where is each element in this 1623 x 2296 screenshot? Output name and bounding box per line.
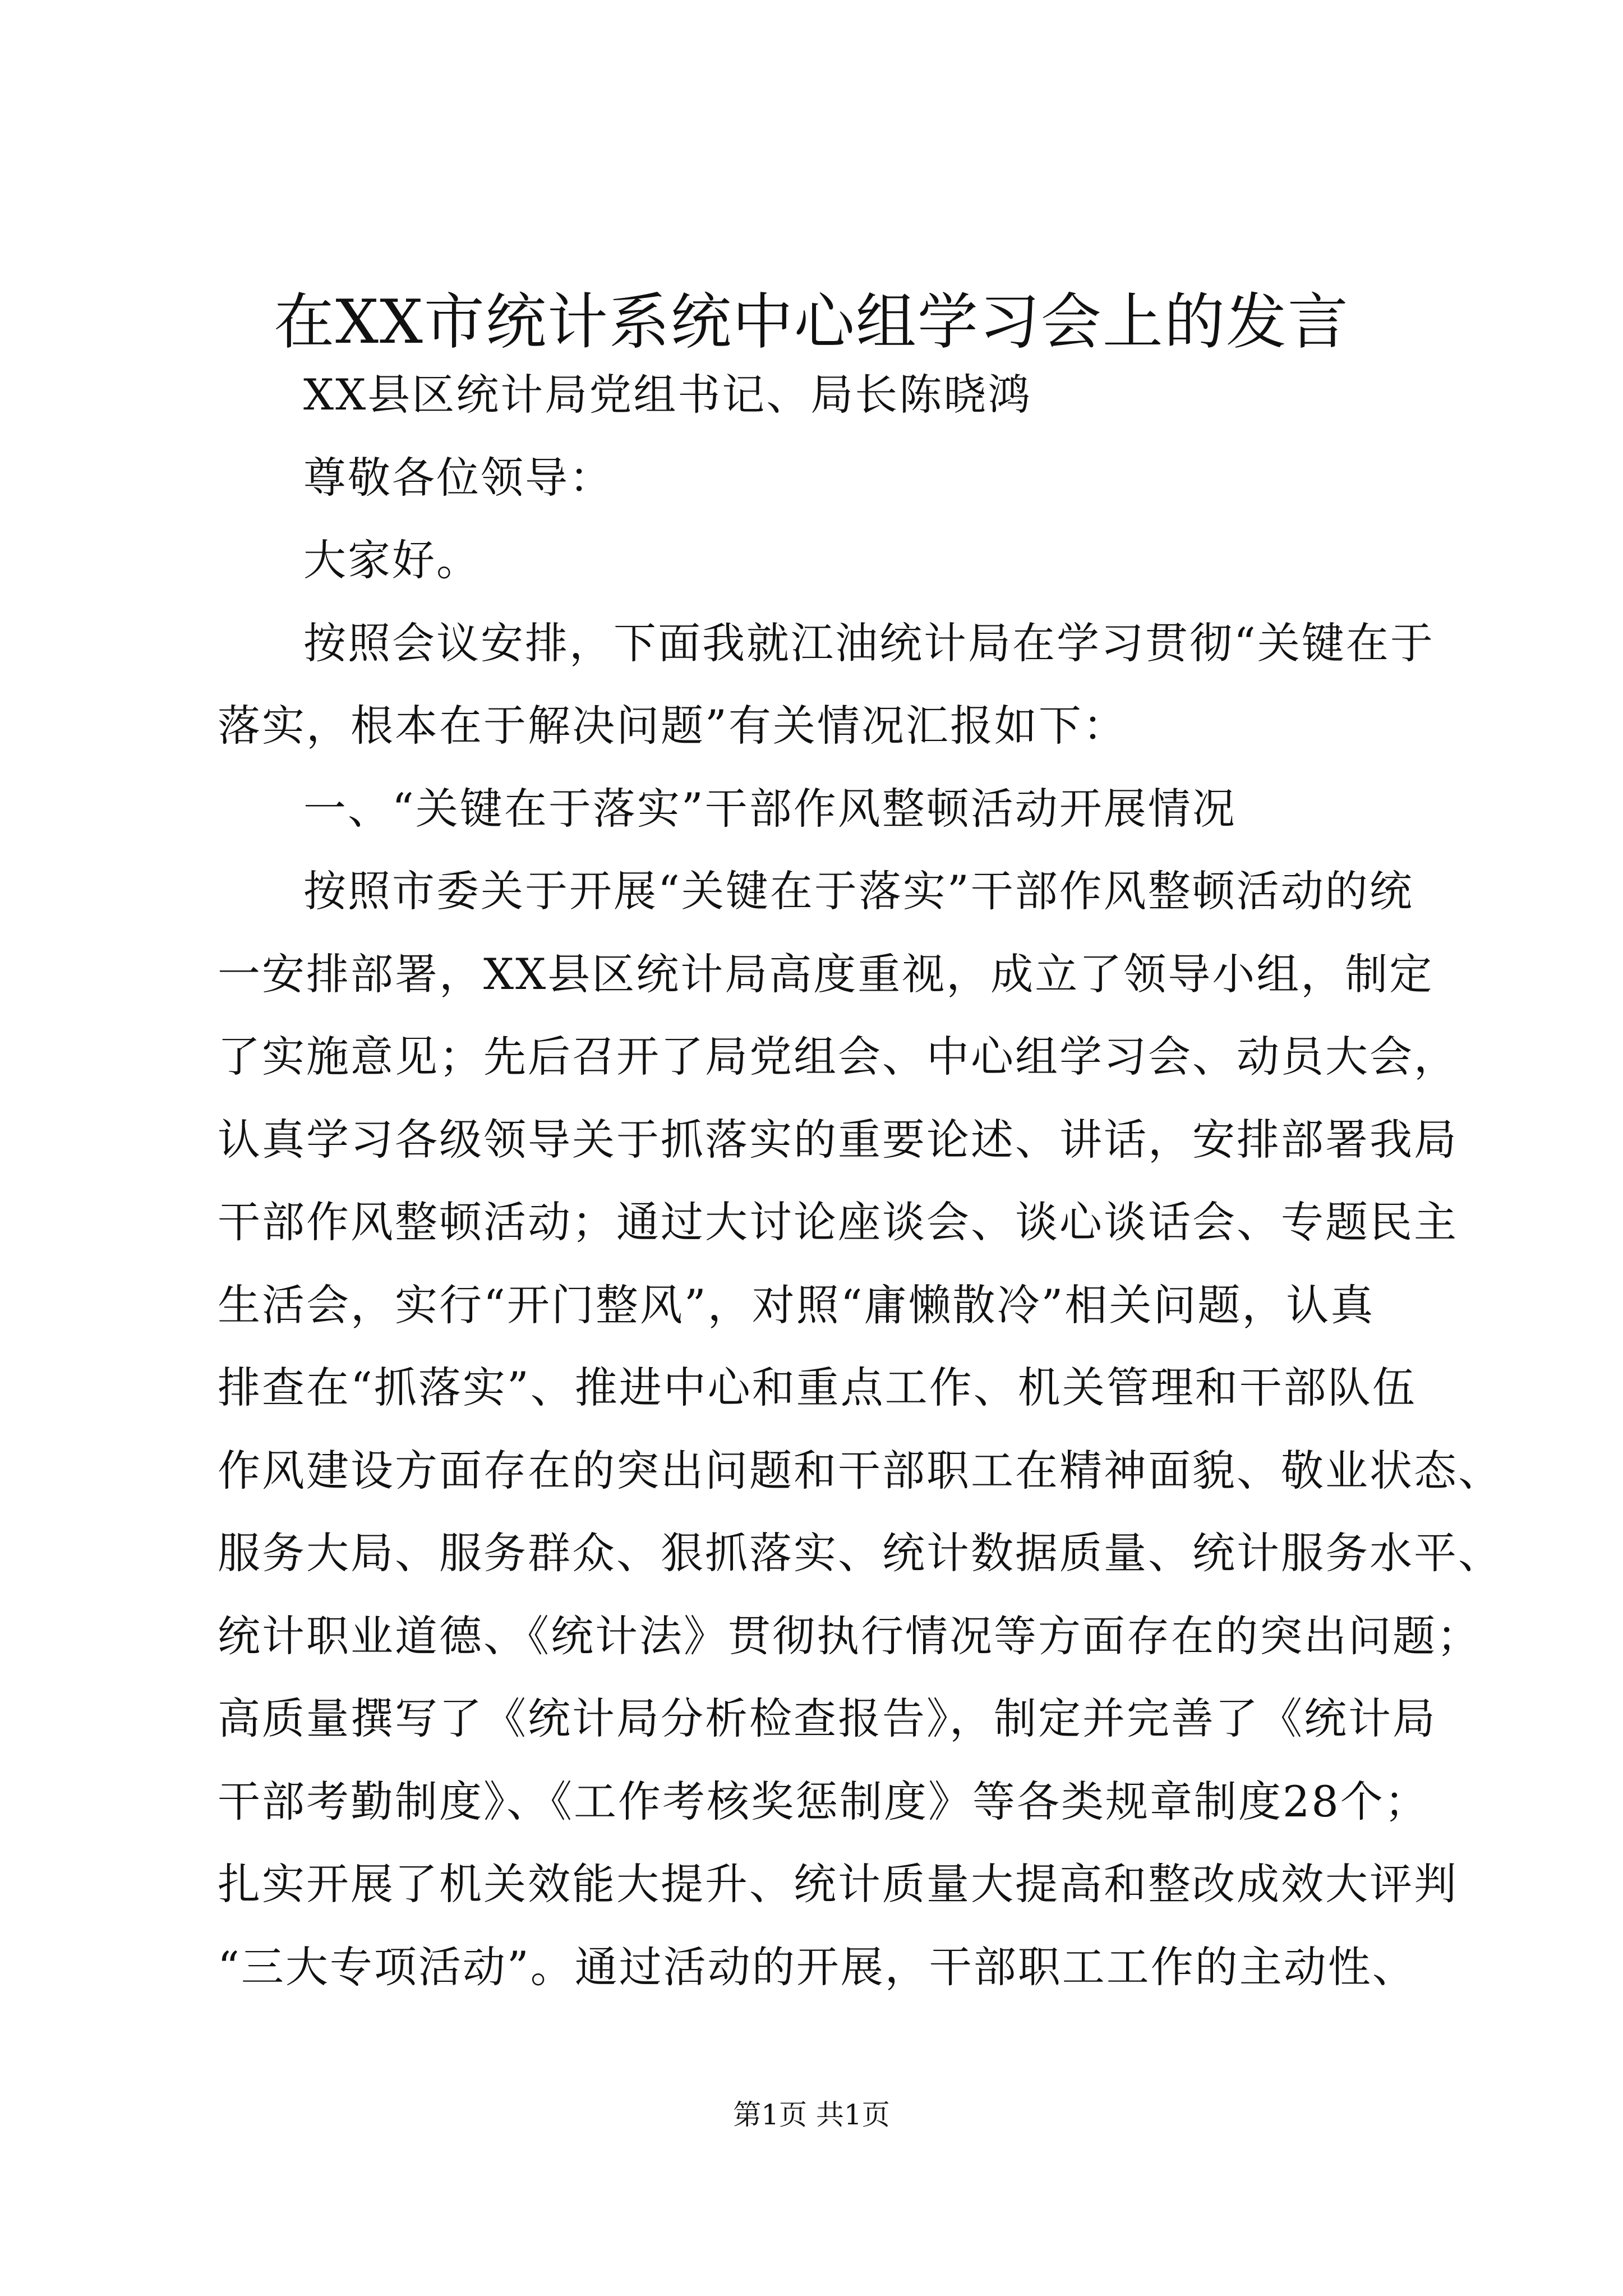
body-line: 大家好。 (303, 535, 481, 585)
body-line: 干部作风整顿活动；通过大讨论座谈会、谈心谈话会、专题民主 (218, 1197, 1458, 1247)
body-line: 生活会，实行“开门整风”，对照“庸懒散冷”相关问题，认真 (218, 1280, 1375, 1330)
document-body (218, 353, 1502, 2008)
body-line: 高质量撰写了《统计局分析检查报告》，制定并完善了《统计局 (218, 1694, 1437, 1743)
body-line: 扎实开展了机关效能大提升、统计质量大提高和整改成效大评判 (218, 1859, 1458, 1909)
body-line: 按照会议安排，下面我就江油统计局在学习贯彻“关键在于 (303, 618, 1435, 668)
document-title: 在XX市统计系统中心组学习会上的发言 (274, 287, 1349, 357)
body-line: 一安排部署，XX县区统计局高度重视，成立了领导小组，制定 (218, 949, 1434, 999)
body-line: 干部考勤制度》、《工作考核奖惩制度》等各类规章制度28个； (218, 1776, 1429, 1826)
body-line: “三大专项活动”。通过活动的开展，干部职工工作的主动性、 (218, 1941, 1417, 1992)
body-line: XX县区统计局党组书记、局长陈晓鸿 (303, 370, 1032, 420)
body-line: 了实施意见；先后召开了局党组会、中心组学习会、动员大会， (218, 1032, 1458, 1082)
body-line: 排查在“抓落实”、推进中心和重点工作、机关管理和干部队伍 (218, 1363, 1417, 1412)
body-line: 服务大局、服务群众、狠抓落实、统计数据质量、统计服务水平、 (218, 1528, 1502, 1578)
body-line: 认真学习各级领导关于抓落实的重要论述、讲话，安排部署我局 (218, 1114, 1458, 1165)
body-line: 统计职业道德、《统计法》贯彻执行情况等方面存在的突出问题； (218, 1611, 1481, 1661)
body-line: 作风建设方面存在的突出问题和干部职工在精神面貌、敬业状态、 (218, 1445, 1502, 1496)
body-line: 尊敬各位领导： (303, 452, 614, 503)
page-footer: 第1页 共1页 (733, 2099, 890, 2131)
body-line: 落实，根本在于解决问题”有关情况汇报如下： (218, 701, 1127, 751)
body-line: 一、“关键在于落实”干部作风整顿活动开展情况 (303, 783, 1237, 834)
body-line: 按照市委关于开展“关键在于落实”干部作风整顿活动的统 (303, 866, 1414, 916)
